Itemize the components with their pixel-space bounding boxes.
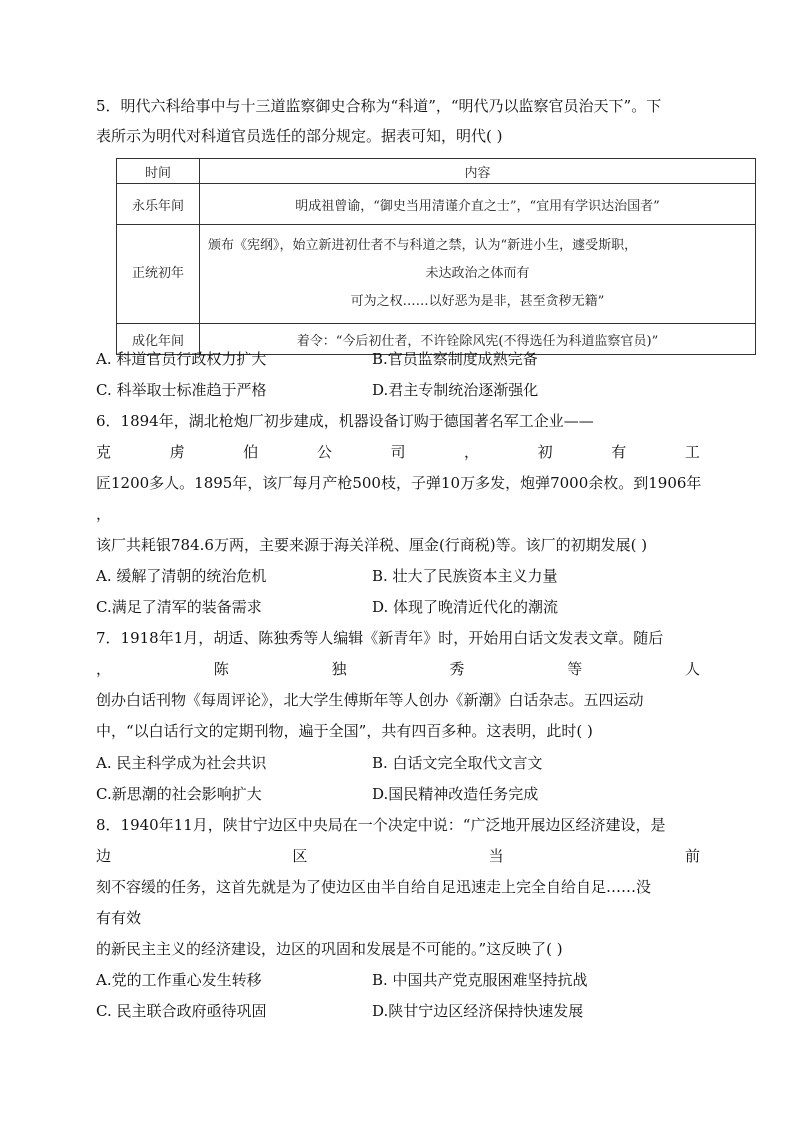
q6-option-a[interactable]: A. 缓解了清朝的统治危机 <box>96 567 267 585</box>
q7-option-b[interactable]: B. 白话文完全取代文言文 <box>372 754 543 772</box>
stem-char: 有 <box>611 443 627 461</box>
q8-option-a[interactable]: A.党的工作重心发生转移 <box>96 971 262 989</box>
q7-stem-line-2 <box>96 658 700 680</box>
table-row <box>117 184 756 225</box>
table-cell-period: 成化年间 <box>117 324 200 355</box>
q5-rules-table <box>116 158 756 355</box>
q6-stem-line-4: ， <box>96 505 112 523</box>
q8-option-c[interactable]: C. 民主联合政府亟待巩固 <box>96 1002 267 1020</box>
stem-char: 秀 <box>449 660 465 678</box>
q7-stem-line-1: 7．1918年1月，胡适、陈独秀等人编辑《新青年》时，开始用白话文发表文章。随后 <box>96 629 664 647</box>
q8-stem-line-1: 8．1940年11月，陕甘宁边区中央局在一个决定中说：“广泛地开展边区经济建设，是 <box>96 816 666 834</box>
stem-char: 等 <box>567 660 583 678</box>
stem-char: ， <box>464 443 480 461</box>
stem-char: 边 <box>96 847 112 865</box>
q6-option-c[interactable]: C.满足了清军的装备需求 <box>96 598 262 616</box>
q7-stem-line-4: 中，“以白话行文的定期刊物，遍于全国”，共有四百多种。这表明，此时( ) <box>96 722 593 740</box>
q6-stem-line-2 <box>96 441 700 463</box>
stem-char: 陈 <box>213 660 229 678</box>
table-cell-content: 着令：“今后初仕者，不许铨除风宪(不得选任为科道监察官员)” <box>200 324 756 355</box>
q5-stem-line-1: 5．明代六科给事中与十三道监察御史合称为“科道”，“明代乃以监察官员治天下”。下 <box>96 97 662 115</box>
q6-stem-line-5: 该厂共耗银784.6万两，主要来源于海关洋税、厘金(行商税)等。该厂的初期发展( ) <box>96 536 648 554</box>
stem-char: 虏 <box>169 443 185 461</box>
q5-option-b[interactable]: B.官员监察制度成熟完备 <box>372 350 538 368</box>
q8-option-b[interactable]: B. 中国共产党克服困难坚持抗战 <box>372 971 588 989</box>
table-cell-line: 颁布《宪纲》，始立新进初仕者不与科道之禁，认为“新进小生，遽受斯职， <box>208 238 638 253</box>
q7-option-a[interactable]: A. 民主科学成为社会共识 <box>96 754 267 772</box>
q5-stem-line-2: 表所示为明代对科道官员选任的部分规定。据表可知，明代( ) <box>96 127 503 145</box>
q5-option-c[interactable]: C. 科举取士标准趋于严格 <box>96 381 267 399</box>
stem-char: 当 <box>488 847 504 865</box>
q7-option-c[interactable]: C.新思潮的社会影响扩大 <box>96 785 262 803</box>
stem-char: 独 <box>331 660 347 678</box>
table-cell-period: 正统初年 <box>117 225 200 324</box>
stem-char: 克 <box>96 443 112 461</box>
q6-stem-line-1: 6．1894年，湖北枪炮厂初步建成，机器设备订购于德国著名军工企业—— <box>96 412 594 430</box>
q6-option-b[interactable]: B. 壮大了民族资本主义力量 <box>372 567 558 585</box>
stem-char: 初 <box>537 443 553 461</box>
stem-char: 司 <box>390 443 406 461</box>
stem-char: 人 <box>684 660 700 678</box>
table-header-cell: 时间 <box>117 159 200 184</box>
q5-option-d[interactable]: D.君主专制统治逐渐强化 <box>372 381 539 399</box>
table-row <box>117 225 756 324</box>
q8-stem-line-5: 的新民主主义的经济建设，边区的巩固和发展是不可能的。”这反映了( ) <box>96 940 563 958</box>
q7-stem-line-3: 创办白话刊物《每周评论》，北大学生傅斯年等人创办《新潮》白话杂志。五四运动 <box>96 691 644 709</box>
table-cell-line: 可为之权……以好恶为是非，甚至贪秽无籍” <box>350 294 605 309</box>
table-cell-line: 未达政治之体而有 <box>425 266 530 281</box>
stem-char: 区 <box>292 847 308 865</box>
stem-char: ， <box>96 660 112 678</box>
stem-char: 伯 <box>243 443 259 461</box>
stem-char: 工 <box>684 443 700 461</box>
table-cell-content <box>200 225 756 324</box>
q6-option-d[interactable]: D. 体现了晚清近代化的潮流 <box>372 598 559 616</box>
table-header-row <box>117 159 756 184</box>
q6-stem-line-3: 匠1200多人。1895年，该厂每月产枪500枝，子弹10万多发，炮弹7000余枚。到1906年 <box>96 474 702 492</box>
q5-option-a[interactable]: A. 科道官员行政权力扩大 <box>96 350 267 368</box>
table-cell-content: 明成祖曾谕，“御史当用清谨介直之士”，“宜用有学识达治国者” <box>200 184 756 225</box>
q8-stem-line-3: 刻不容缓的任务，这首先就是为了使边区由半自给自足迅速走上完全自给自足……没 <box>96 878 652 896</box>
q8-option-d[interactable]: D.陕甘宁边区经济保持快速发展 <box>372 1002 584 1020</box>
q8-stem-line-2 <box>96 845 700 867</box>
stem-char: 公 <box>316 443 332 461</box>
table-header-cell: 内容 <box>200 159 756 184</box>
q7-option-d[interactable]: D.国民精神改造任务完成 <box>372 785 539 803</box>
table-cell-period: 永乐年间 <box>117 184 200 225</box>
stem-char: 前 <box>684 847 700 865</box>
q8-stem-line-4: 有有效 <box>96 909 142 927</box>
